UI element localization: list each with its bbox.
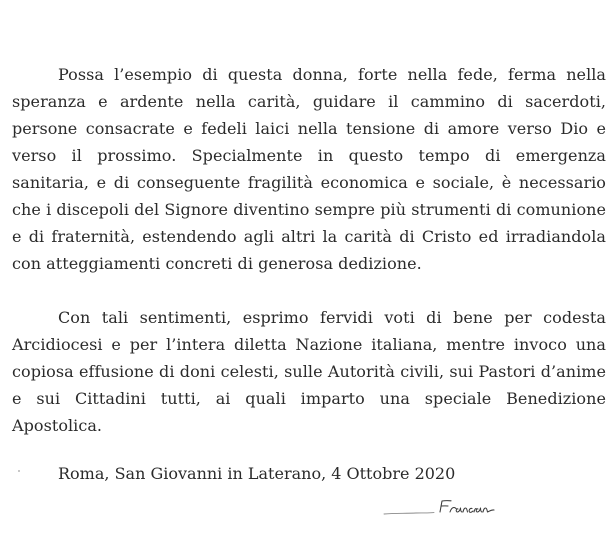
scan-speck	[18, 470, 20, 472]
handwritten-signature	[382, 494, 502, 522]
place-date-line: Roma, San Giovanni in Laterano, 4 Ottobre 2020	[58, 464, 456, 483]
body-paragraph-2: Con tali sentimenti, esprimo fervidi voti di bene per codesta Arcidiocesi e per l’intera diletta Nazione italiana, mentre invoco una copiosa effusione di doni celesti, sulle Autorità civili, sui Pastori d’anime e sui Cittadini tutti, ai quali imparto una speciale Benedizione Apostolica.	[12, 308, 606, 435]
body-paragraph-1: Possa l’esempio di questa donna, forte nella fede, ferma nella speranza e ardente nella carità, guidare il cammino di sacerdoti, persone consacrate e fedeli laici nella tensione di amore verso Dio e verso il prossimo. Specialmente in questo tempo di emergenza sanitaria, e di conseguente fragilità economica e sociale, è necessario che i discepoli del Signore diventino sempre più strumenti di comunione e di fraternità, estendendo agli altri la carità di Cristo ed irradiandola con atteggiamenti concreti di generosa dedizione.	[12, 65, 606, 273]
